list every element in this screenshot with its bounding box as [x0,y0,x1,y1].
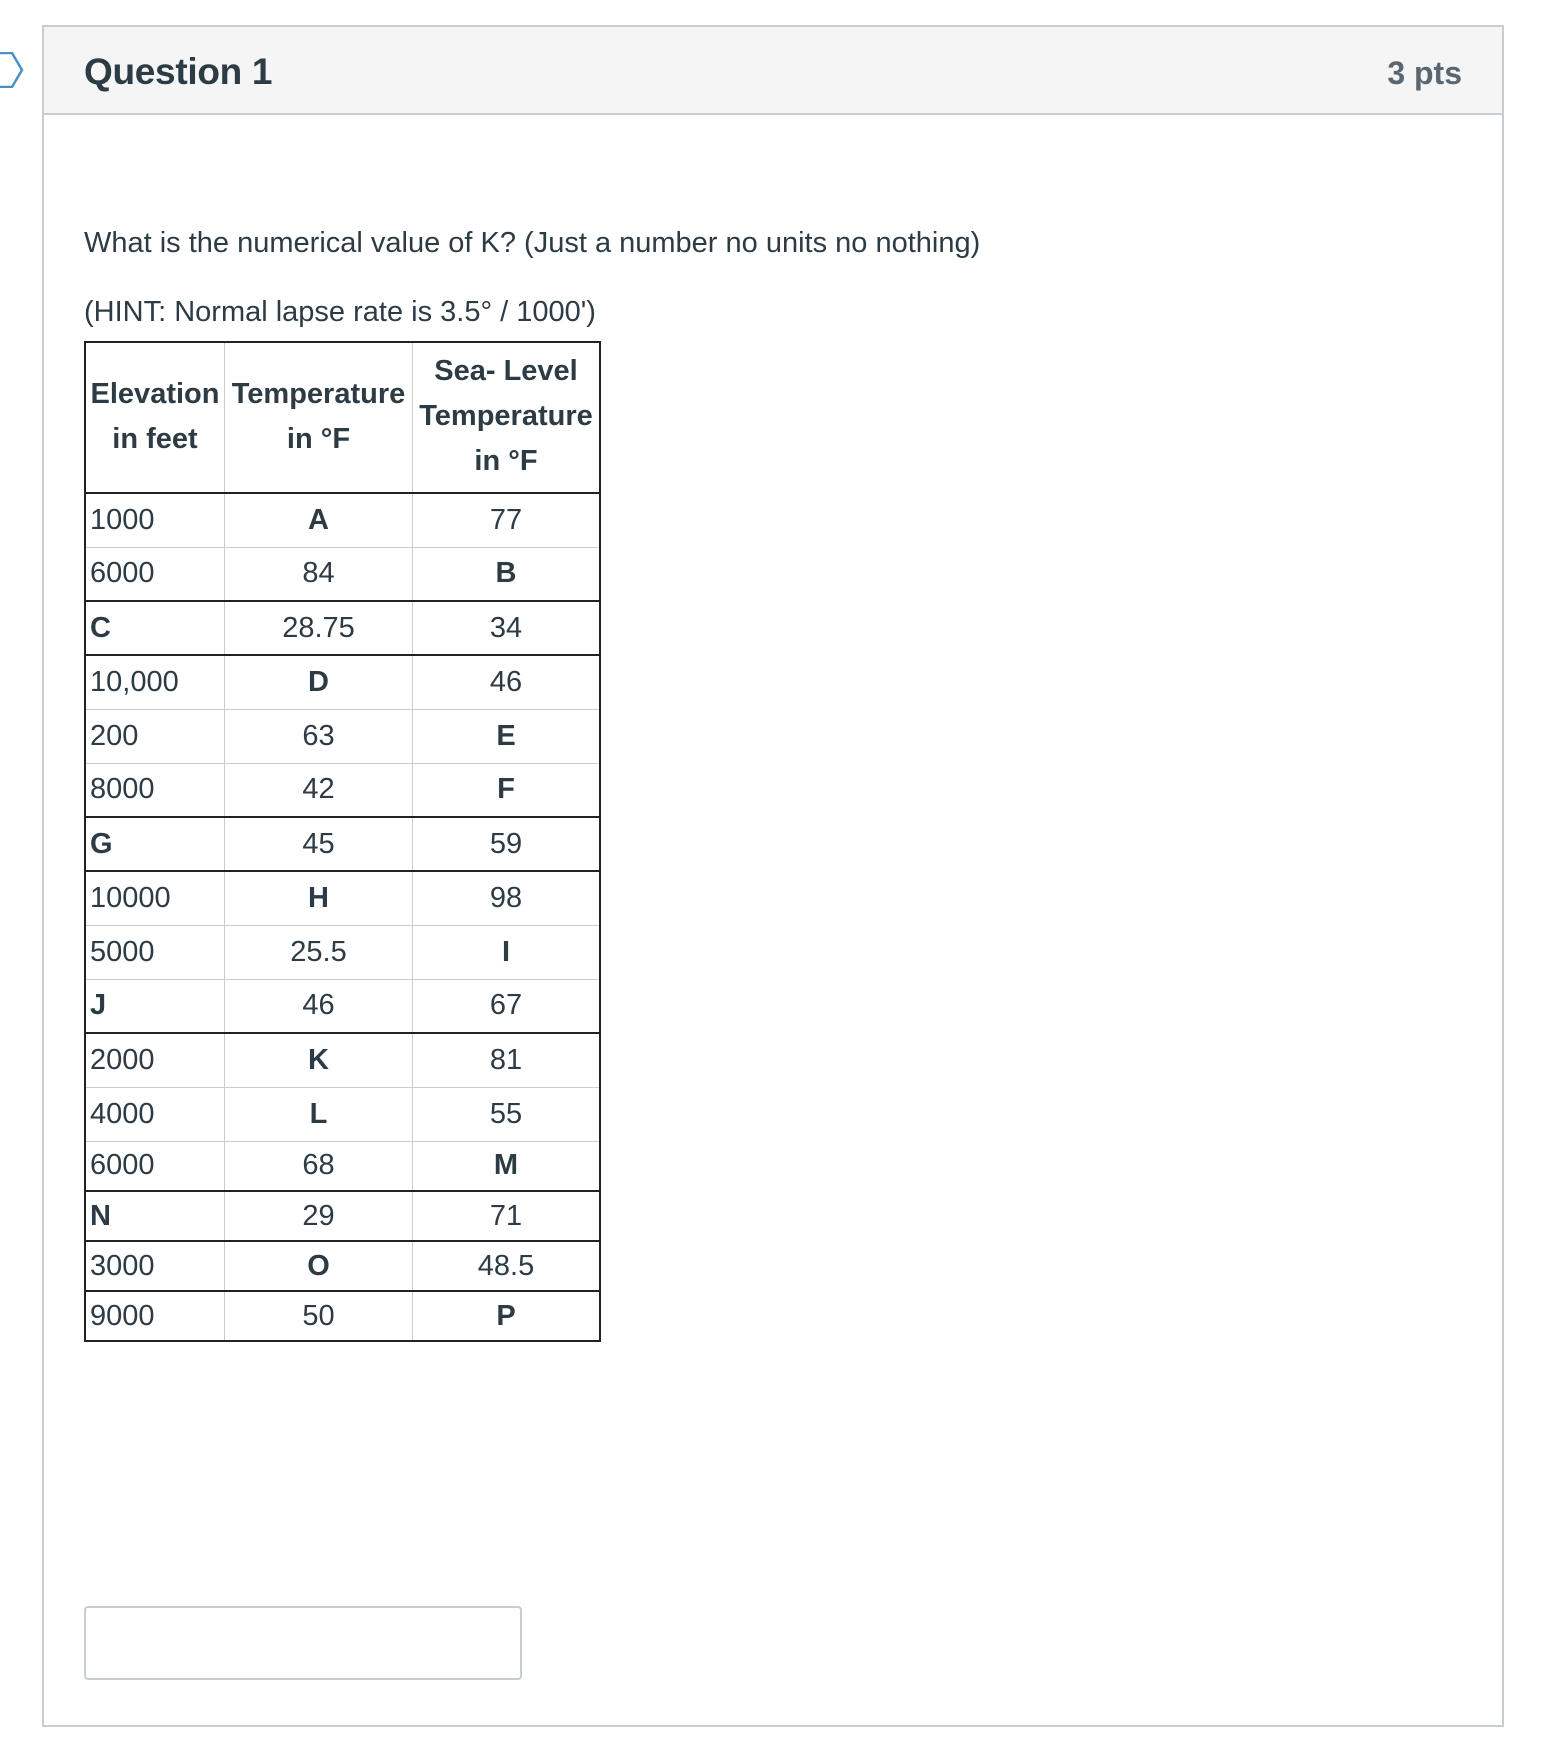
table-row [85,763,600,817]
cell-elevation: 2000 [85,1033,225,1087]
cell-elevation: N [85,1191,225,1241]
cell-temperature: A [225,493,413,547]
cell-temperature: 46 [225,979,413,1033]
cell-sea-level: 67 [413,979,601,1033]
header-elevation: Elevation in feet [85,342,225,493]
cell-elevation: 5000 [85,925,225,979]
table-row [85,817,600,871]
question-points: 3 pts [1387,55,1462,91]
cell-elevation: G [85,817,225,871]
table-row [85,601,600,655]
data-table [84,341,601,1342]
cell-temperature: 29 [225,1191,413,1241]
cell-sea-level: B [413,547,601,601]
table-row [85,871,600,925]
table-row [85,925,600,979]
cell-sea-level: 77 [413,493,601,547]
cell-elevation: 6000 [85,1141,225,1191]
cell-elevation: C [85,601,225,655]
cell-temperature: H [225,871,413,925]
table-row [85,1191,600,1241]
cell-sea-level: 55 [413,1087,601,1141]
cell-sea-level: I [413,925,601,979]
table-row [85,655,600,709]
question-title: Question 1 [84,51,273,92]
table-row [85,709,600,763]
cell-temperature: 50 [225,1291,413,1341]
cell-sea-level: 98 [413,871,601,925]
cell-elevation: 3000 [85,1241,225,1291]
header-temperature: Temperature in °F [225,342,413,493]
question-prompt: What is the numerical value of K? (Just a number no units no nothing) [84,227,981,259]
cell-temperature: 68 [225,1141,413,1191]
answer-input[interactable] [84,1606,522,1680]
cell-sea-level: 48.5 [413,1241,601,1291]
cell-temperature: 84 [225,547,413,601]
question-header [44,27,1502,115]
table-header-row [85,342,600,493]
cell-temperature: L [225,1087,413,1141]
cell-sea-level: 34 [413,601,601,655]
table-row [85,1033,600,1087]
cell-sea-level: 59 [413,817,601,871]
cell-elevation: 200 [85,709,225,763]
cell-elevation: 4000 [85,1087,225,1141]
cell-elevation: J [85,979,225,1033]
cell-temperature: 25.5 [225,925,413,979]
table-row [85,1241,600,1291]
table-row [85,1141,600,1191]
cell-elevation: 8000 [85,763,225,817]
flag-question-icon[interactable] [0,52,24,88]
cell-temperature: 42 [225,763,413,817]
cell-sea-level: 71 [413,1191,601,1241]
cell-temperature: 28.75 [225,601,413,655]
table-row [85,979,600,1033]
cell-temperature: K [225,1033,413,1087]
cell-elevation: 10000 [85,871,225,925]
table-row [85,1291,600,1341]
question-card [42,25,1504,1727]
cell-elevation: 6000 [85,547,225,601]
table-row [85,493,600,547]
table-row [85,547,600,601]
question-hint: (HINT: Normal lapse rate is 3.5° / 1000') [84,296,596,328]
cell-sea-level: F [413,763,601,817]
cell-elevation: 1000 [85,493,225,547]
cell-sea-level: P [413,1291,601,1341]
cell-temperature: O [225,1241,413,1291]
cell-sea-level: M [413,1141,601,1191]
cell-sea-level: 81 [413,1033,601,1087]
header-sea-level-temperature: Sea- Level Temperature in °F [413,342,601,493]
cell-sea-level: E [413,709,601,763]
cell-elevation: 10,000 [85,655,225,709]
cell-elevation: 9000 [85,1291,225,1341]
cell-sea-level: 46 [413,655,601,709]
cell-temperature: 45 [225,817,413,871]
cell-temperature: D [225,655,413,709]
table-row [85,1087,600,1141]
cell-temperature: 63 [225,709,413,763]
